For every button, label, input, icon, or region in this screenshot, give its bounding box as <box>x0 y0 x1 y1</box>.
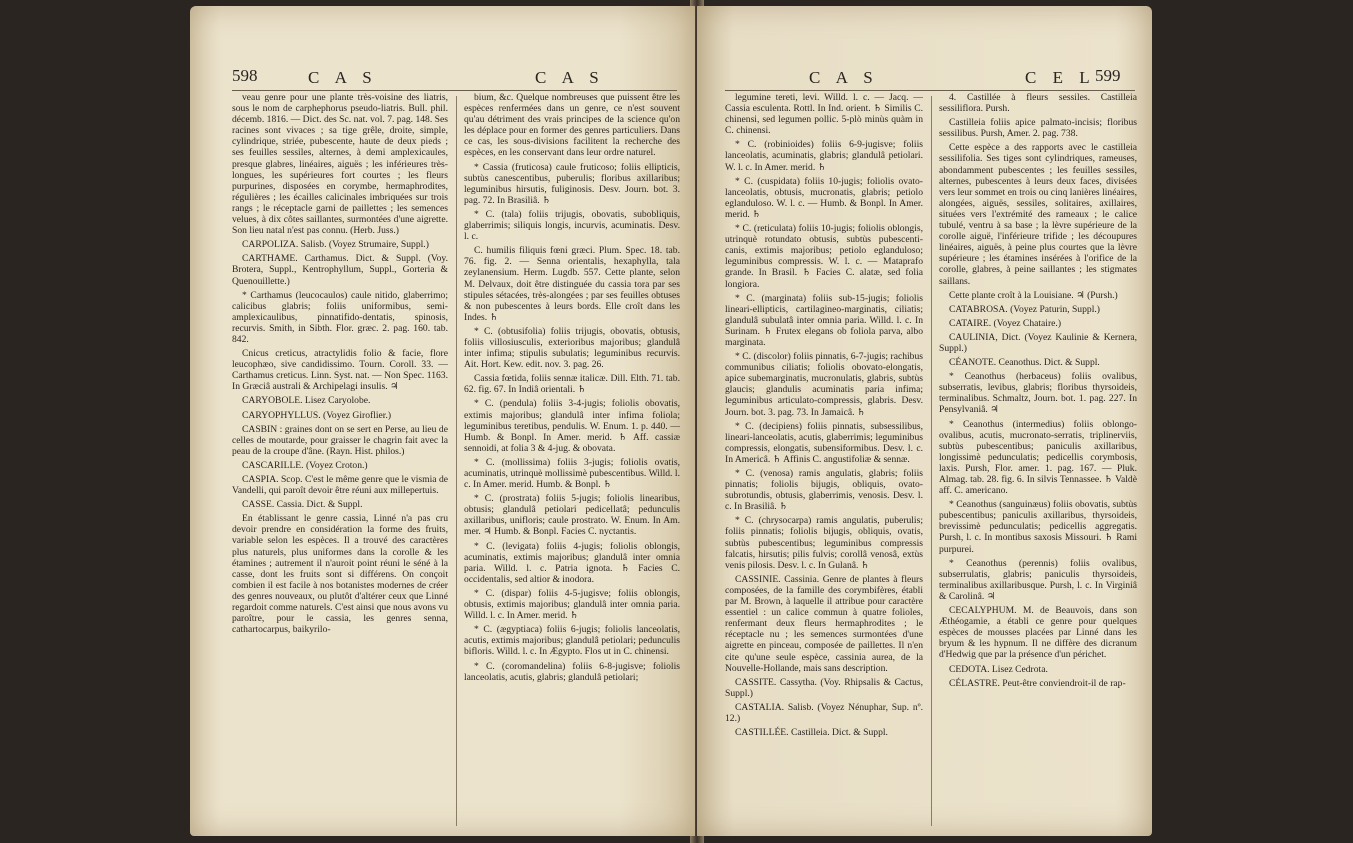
entry-paragraph: Cette plante croît à la Louisiane. ♃ (Pursh.) <box>949 289 1118 301</box>
entry-paragraph: CATAIRE. (Voyez Chataire.) <box>949 317 1062 329</box>
entry-paragraph: * C. (chrysocarpa) ramis angulatis, puberulis; foliis pinnatis; foliolis bijugis, obliquis, ovatis, subtùs pubescentibus; leguminibus compressis falcatis, hirsutis; pilis fulvis; corollâ venosâ, extùs venis pilosis. Desv. l. c. In Gulanâ. ♄ <box>725 515 923 571</box>
entry-paragraph: * C. (marginata) foliis sub-15-jugis; foliolis lineari-ellipticis, cartilagineo-marginatis, ciliatis; glandulâ subulatâ inter omnia paria. Willd. l. c. In Surinam. ♄ Frutex elegans ob foliola parva, albo marginata. <box>725 292 923 348</box>
entry-paragraph: * Ceanothus (intermedius) foliis oblongo-ovalibus, acutis, mucronato-serratis, triplinerviis, subtùs pubescentibus; paniculis axillaribus, longissimè pedunculatis; pedicellis corymbosis, laxis. Pursh, Flor. amer. 1. pag. 167. — Pluk. Almag. tab. 28. fig. 6. In silvis Tennassee. ♄ Valdè aff. C. americano. <box>939 418 1137 497</box>
entry-paragraph: CASCARILLE. (Voyez Croton.) <box>242 459 368 471</box>
entry-paragraph: CASPIA. Scop. C'est le même genre que le vismia de Vandelli, qui paroît devoir être réuni aux millepertuis. <box>232 474 448 497</box>
entry-paragraph: CARYOPHYLLUS. (Voyez Giroflier.) <box>242 409 392 421</box>
entry-paragraph: * C. (ægyptiaca) foliis 6-jugis; foliolis lanceolatis, acutis, extimis majoribus; glandulâ petiolari; pedunculis bifloris. Willd. l. c. In Ægypto. Flos ut in C. chinensi. <box>464 624 680 658</box>
entry-paragraph: * C. (dispar) foliis 4-5-jugisve; foliis oblongis, obtusis, extimis majoribus; glandulâ inter omnia paria. Willd. l. c. In Amer. merid. ♄ <box>464 587 680 622</box>
right-column-1 <box>725 92 923 741</box>
entry-paragraph: * Cassia (fruticosa) caule fruticoso; foliis ellipticis, subtùs canescentibus, puberulis; floribus axillaribus; leguminibus hirsutis, fuliginosis. Desv. Journ. bot. 3. pag. 72. In Brasiliâ. ♄ <box>464 161 680 206</box>
entry-paragraph: * C. (robinioides) foliis 6-9-jugisve; foliis lanceolatis, acuminatis, glabris; glandulâ petiolari. W. l. c. In Amer. merid. ♄ <box>725 139 923 173</box>
left-running-head-2: C A S <box>535 68 605 87</box>
entry-paragraph: * Ceanothus (perennis) foliis ovalibus, subserrulatis, glabris; paniculis thyrsoideis, terminalibus axillaribusque. Pursh, l. c. In Virginiâ & Carolinâ. ♃ <box>939 557 1137 602</box>
entry-paragraph: * C. (coromandelina) foliis 6-8-jugisve; foliolis lanceolatis, acutis, glabris; glandulâ petiolari; <box>464 660 680 683</box>
entry-paragraph: En établissant le genre cassia, Linné n'a pas cru devoir prendre en considération la forme des fruits, variable selon les espèces. Il a trouvé des caractères plus naturels, plus uniformes dans la corolle & les étamines ; autrement il n'auroit point réuni le séné à la casse, dont les fruits sont si différens. On conçoit combien il est facile à nos botanistes modernes de créer des genres nouveaux, ou plutôt d'altérer ceux que Linné regardoit comme naturels. C'est ainsi que nous avons vu paroître, pour le cassia, les genres senna, cathartocarpus, baikyrilo- <box>232 513 448 636</box>
entry-paragraph: * C. (levigata) foliis 4-jugis; foliolis oblongis, acuminatis, extimis majoribus; glandulâ inter omnia paria. Willd. l. c. Patria ignota. ♄ Facies C. occidentalis, sed altior & inodora. <box>464 540 680 585</box>
entry-paragraph: CECALYPHUM. M. de Beauvois, dans son Æthéogamie, a établi ce genre pour quelques espèces de mousses placées par Linné dans les bryum & les hypnum. Il ne diffère des dicranum d'Hedwig que par la présence d'un périchet. <box>939 605 1137 661</box>
left-page-number: 598 <box>232 66 258 85</box>
entry-paragraph: * C. (venosa) ramis angulatis, glabris; foliis pinnatis; foliolis bijugis, obliquis, ovato-subrotundis, obtusis, glaberrimis, venosis. Desv. l. c. In Brasiliâ. ♄ <box>725 468 923 513</box>
entry-paragraph: * C. (discolor) foliis pinnatis, 6-7-jugis; rachibus communibus ciliatis; foliolis obovato-elongatis, apice subemarginatis, mucronulatis, glabris, subtùs glaucis; glandulis acuminatis paria infima; leguminibus articulato-compressis, glabris. Desv. Journ. bot. 3. pag. 73. In Jamaicâ. ♄ <box>725 351 923 418</box>
left-column-separator <box>456 96 457 826</box>
left-column-1 <box>232 92 448 638</box>
entry-paragraph: 4. Castillée à fleurs sessiles. Castilleia sessiliflora. Pursh. <box>939 92 1137 115</box>
entry-paragraph: * C. (tala) foliis trijugis, obovatis, subobliquis, glaberrimis; siliquis longis, incurvis, acuminatis. Desv. l. c. <box>464 208 680 243</box>
left-column-2 <box>464 92 680 686</box>
entry-paragraph: * C. (prostrata) foliis 5-jugis; foliolis linearibus, obtusis; glandulâ petiolari pedicellatâ; pedunculis axillaribus, unifloris; caule prostrato. W. Enum. In Am. mer. ♃ Humb. & Bonpl. Facies C. nyctantis. <box>464 493 680 538</box>
left-header-rule <box>232 90 677 91</box>
entry-paragraph: * Ceanothus (herbaceus) foliis ovalibus, subserratis, levibus, glabris; floribus thyrsoideis, terminalibus. Schmaltz, Journ. bot. 1. pag. 227. In Pensylvaniâ. ♃ <box>939 371 1137 416</box>
entry-paragraph: Cette espèce a des rapports avec le castilleia sessilifolia. Ses tiges sont cylindriques, rameuses, abondamment pubescentes ; les feuilles sessiles, alternes, pubescentes à leurs deux faces, divisées vers leur sommet en trois ou cinq lanières linéaires, alongées, aiguës, sessiles, solitaires, axillaires, situées vers l'extrémité des rameaux ; le calice tubulé, ventru à sa base ; la lèvre supérieure de la corolle aiguë, l'inférieure trifide ; les découpures linéaires, aiguës, à peine plus courtes que la lèvre supérieure ; les étamines insérées à l'orifice de la corolle, glabres, à peine saillantes ; les stigmates saillans. <box>939 142 1137 287</box>
entry-paragraph: veau genre pour une plante très-voisine des liatris, sous le nom de carphephorus pseudo-liatris. Bull. phil. décemb. 1816. — Dict. des Sc. nat. vol. 7. pag. 148. Ses racines sont vivaces ; sa tige grêle, droite, simple, cylindrique, striée, pubescente, haute de deux pieds ; ses feuilles sessiles, alternes, à demi amplexicaules, presque glabres, linéaires, aiguës ; les inférieures très-longues, les supérieures fort courtes ; les fleurs purpurines, disposées en corymbe, hermaphrodites, régulières ; les écailles calicinales imbriquées sur trois rangs ; le réceptacle garni de paillettes ; les semences velues, à dix côtes saillantes, surmontées d'une aigrette. Son lieu natal n'est pas connu. (Herb. Juss.) <box>232 92 448 237</box>
entry-paragraph: * C. (reticulata) foliis 10-jugis; foliolis oblongis, utrinquè rotundato obtusis, subtùs pubescenti-canis, extimis majoribus; petiolo eglanduloso; leguminibus compressis. W. l. c. — Mataprafo grande. In Brasil. ♄ Facies C. alatæ, sed folia longiora. <box>725 223 923 290</box>
entry-paragraph: Castilleia foliis apice palmato-incisis; floribus sessilibus. Pursh, Amer. 2. pag. 738. <box>939 117 1137 140</box>
entry-paragraph: Cassia fœtida, foliis sennæ italicæ. Dill. Elth. 71. tab. 62. fig. 67. In Indiâ orientali. ♄ <box>464 373 680 396</box>
entry-paragraph: CARPOLIZA. Salisb. (Voyez Strumaire, Suppl.) <box>242 239 429 251</box>
entry-paragraph: * Carthamus (leucocaulos) caule nitido, glaberrimo; calicibus glabris; foliis uniformibus, semi-amplexicaulibus, pinnatifido-dentatis, spinosis, recurvis. Smith, in Sibth. Flor. græc. 2. pag. 160. tab. 842. <box>232 289 448 345</box>
right-page-number: 599 <box>1095 66 1121 85</box>
right-running-head-2: C E L <box>1025 68 1096 87</box>
entry-paragraph: * C. (decipiens) foliis pinnatis, subsessilibus, lineari-lanceolatis, acutis, glaberrimis; leguminibus compressis, elongatis, subensiformibus. Desv. l. c. In Americâ. ♄ Affinis C. angustifoliæ & sennæ. <box>725 420 923 465</box>
entry-paragraph: legumine tereti, levi. Willd. l. c. — Jacq. — Cassia esculenta. Rottl. In Ind. orient. ♄ Similis C. chinensi, sed legumen pollic. 5-plò minùs quàm in C. chinensi. <box>725 92 923 137</box>
entry-paragraph: CATABROSA. (Voyez Paturin, Suppl.) <box>949 303 1100 315</box>
entry-paragraph: * Ceanothus (sanguinæus) foliis obovatis, subtùs pubescentibus; paniculis axillaribus, thyrsoideis, brevissimè pedunculatis; pedicellis aggregatis. Pursh, l. c. In montibus saxosis Missouri. ♄ Rami purpurei. <box>939 499 1137 555</box>
right-column-separator <box>931 96 932 826</box>
right-running-head-1: C A S <box>809 68 879 87</box>
entry-paragraph: CARTHAME. Carthamus. Dict. & Suppl. (Voy. Brotera, Suppl., Kentrophyllum, Suppl., Gorteria & Quenouillette.) <box>232 253 448 287</box>
entry-paragraph: * C. (mollissima) foliis 3-jugis; foliolis ovatis, acuminatis, utrinquè mollissimè pubescentibus. Willd. l. c. In Amer. merid. Humb. & Bonpl. ♄ <box>464 456 680 491</box>
entry-paragraph: CASTILLÉE. Castilleia. Dict. & Suppl. <box>735 727 888 739</box>
entry-paragraph: C. humilis filiquis fœni græci. Plum. Spec. 18. tab. 76. fig. 2. — Senna orientalis, hexaphylla, tala zeylanensium. Herm. Lugdb. 557. Cette plante, selon M. Delvaux, doit être distinguée du cassia tora par ses stipules sétacées, très-alongées ; par ses feuilles obtuses & non pubescentes à leurs bords. Elle croît dans les Indes. ♄ <box>464 245 680 323</box>
entry-paragraph: CAULINIA, Dict. (Voyez Kaulinie & Kernera, Suppl.) <box>939 331 1137 354</box>
right-page <box>697 6 1152 836</box>
entry-paragraph: CÉLASTRE. Peut-être conviendroit-il de rap- <box>949 677 1126 689</box>
entry-paragraph: * C. (cuspidata) foliis 10-jugis; foliolis ovato-lanceolatis, obtusis, mucronatis, glabris; petiolo eglanduloso. W. l. c. — Humb. & Bonpl. In Amer. merid. ♄ <box>725 175 923 220</box>
entry-paragraph: CASSINIE. Cassinia. Genre de plantes à fleurs composées, de la famille des corymbifères, établi par M. Brown, à laquelle il attribue pour caractère essentiel : un calice commun à quatre folioles, renfermant deux fleurs hermaphrodites ; le réceptacle nu ; les semences surmontées d'une aigrette en pinceau, composée de paillettes. Il n'en cite qu'une seule espèce, cassinia aurea, de la Nouvelle-Hollande, mais sans description. <box>725 573 923 674</box>
entry-paragraph: Cnicus creticus, atractylidis folio & facie, flore leucophæo, sive candidissimo. Tourn. Coroll. 33. — Carthamus creticus. Linn. Syst. nat. — Non Spec. 1163. In Græciâ australi & Archipelagi insulis. ♃ <box>232 348 448 393</box>
left-running-head-1: C A S <box>308 68 378 87</box>
entry-paragraph: * C. (pendula) foliis 3-4-jugis; foliolis obovatis, extimis majoribus; glandulâ inter infima foliola; leguminibus teretibus, pendulis. W. Enum. 1. p. 440. — Humb. & Bonpl. In Amer. merid. ♄ Aff. cassiæ sennoidi, at folia 3 & 4-jug. & obovata. <box>464 398 680 454</box>
entry-paragraph: CASTALIA. Salisb. (Voyez Nénuphar, Sup. nº. 12.) <box>725 701 923 724</box>
entry-paragraph: CASSITE. Cassytha. (Voy. Rhipsalis & Cactus, Suppl.) <box>725 676 923 699</box>
right-column-2 <box>939 92 1137 692</box>
entry-paragraph: * C. (obtusifolia) foliis trijugis, obovatis, obtusis, foliis villosiusculis, exterioribus majoribus; glandulâ inter infima; stipulis subulatis; leguminibus recurvis. Ait. Hort. Kew. edit. nov. 3. pag. 26. <box>464 325 680 371</box>
entry-paragraph: CARYOBOLE. Lisez Caryolobe. <box>242 395 371 407</box>
left-page <box>190 6 695 836</box>
right-header-rule <box>725 90 1135 91</box>
entry-paragraph: CEDOTA. Lisez Cedrota. <box>949 663 1048 675</box>
entry-paragraph: bium, &c. Quelque nombreuses que puissent être les espèces renfermées dans un genre, ce n'est souvent qu'au détriment des vrais principes de la science qu'on les déplace pour en former des genres particuliers. Dans ce cas, les sous-divisions facilitent la recherche des espèces, en les conservant dans leur ordre naturel. <box>464 92 680 159</box>
entry-paragraph: CASBIN : graines dont on se sert en Perse, au lieu de celles de moutarde, pour graisser le chagrin fait avec la peau de la croupe d'âne. (Rayn. Hist. philos.) <box>232 423 448 457</box>
entry-paragraph: CÉANOTE. Ceanothus. Dict. & Suppl. <box>949 357 1100 369</box>
entry-paragraph: CASSE. Cassia. Dict. & Suppl. <box>242 499 363 511</box>
